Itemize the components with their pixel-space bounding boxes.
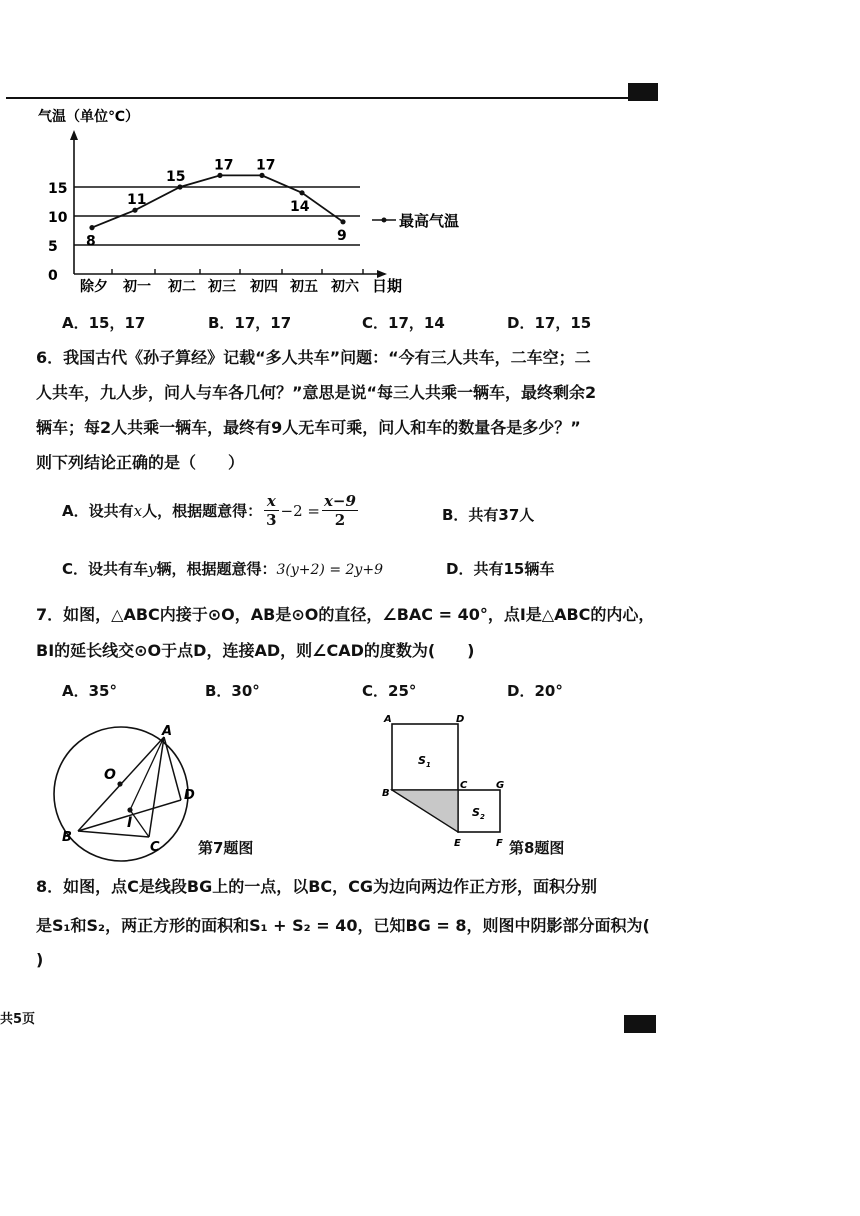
fraction-numerator: x [264,492,278,511]
fraction-denominator: 3 [266,511,277,529]
data-point [132,208,137,213]
q8-figure-caption: 第8题图 [509,839,565,857]
data-point [89,225,94,230]
label-e: E [454,838,461,849]
label-s2 [472,806,485,821]
fraction-denominator: 2 [334,511,346,529]
x-tick-label: 初一 [123,279,151,295]
header-rule [6,97,628,99]
fraction-numerator: x−9 [323,492,356,510]
data-label: 14 [290,198,310,215]
q6-option-c-var: y [148,560,157,578]
chart-y-axis-label: 气温（单位℃） [38,109,139,125]
label-o: O [104,767,116,783]
label-a: A [384,714,392,725]
q6-option-a-minus: −2 = [280,501,320,520]
q6-option-c-mid: 辆，根据题意得： [156,560,277,578]
label-b: B [382,788,390,799]
q7-line-2: BI的延长线交⊙O于点D，连接AD，则∠CAD的度数为( ) [36,641,475,660]
q8-figure [378,710,518,855]
label-s1-letter: S [418,754,426,767]
label-s1 [418,754,431,769]
q7-option-c[interactable]: C．25° [362,682,417,700]
q6-option-a-var: x [133,501,143,520]
label-d: D [184,788,195,803]
q5-option-c[interactable]: C．17，14 [362,314,445,332]
legend-label: 最高气温 [399,212,460,230]
q6-option-c-prefix: C．设共有车 [62,560,149,578]
q6-option-a[interactable] [62,492,360,529]
data-point [177,184,182,189]
data-point [259,173,264,178]
x-tick-label: 初二 [168,279,196,295]
q6-option-a-fraction-2 [322,492,358,529]
label-s1-sub: 1 [425,761,431,769]
label-s2-letter: S [472,806,480,819]
q6-option-c-equation: 3(y+2) = 2y+9 [276,562,383,578]
label-i: I [127,815,133,831]
label-d: D [456,714,465,725]
q6-option-a-fraction-1 [264,492,278,529]
q6-line-3: 辆车；每2人共乘一辆车，最终有9人无车可乘，问人和车的数量各是多少？” [36,418,581,437]
data-label: 9 [337,227,347,244]
label-a: A [162,724,173,739]
q8-line-2: 是S₁和S₂，两正方形的面积和S₁ + S₂ = 40，已知BG = 8，则图中阴影部分面积为( [36,916,650,935]
data-point [340,219,345,224]
x-tick-label: 除夕 [80,279,108,295]
temperature-chart [30,100,480,300]
q5-option-b[interactable]: B．17，17 [208,314,292,332]
q6-option-a-mid: 人，根据题意得： [142,502,263,520]
x-tick-label: 初六 [331,279,359,295]
page-corner-mark [628,83,658,101]
q6-option-a-prefix: A．设共有 [62,502,134,520]
chart-x-axis-label: 日期 [372,277,403,295]
q6-line-2: 人共车，九人步，问人与车各几何？”意思是说“每三人共乘一辆车，最终剩余2 [36,383,597,402]
data-point [217,173,222,178]
x-tick-label: 初三 [208,279,236,295]
segment-ad [164,737,181,800]
q6-line-1: 6．我国古代《孙子算经》记载“多人共车”问题：“今有三人共车，二车空；二 [36,348,591,367]
data-label: 15 [166,169,186,185]
legend-marker [382,218,387,223]
data-label: 17 [214,157,234,174]
q6-line-4: 则下列结论正确的是（ ） [36,453,245,472]
point-o [117,781,122,786]
q6-option-c[interactable] [62,558,383,579]
label-c: C [150,840,160,855]
x-tick-label: 初五 [290,279,318,295]
y-tick-label: 0 [48,268,58,284]
label-s2-sub: 2 [479,813,485,821]
q6-option-d[interactable]: D．共有15辆车 [446,560,555,578]
segment-ci [130,810,149,837]
data-label: 8 [86,233,96,250]
label-c: C [460,780,468,791]
q8-line-3: ) [36,950,44,969]
y-axis-arrow [70,130,78,140]
q7-option-d[interactable]: D．20° [507,682,563,700]
y-tick-label: 5 [48,239,58,255]
q7-option-b[interactable]: B．30° [205,682,260,700]
data-label: 17 [256,157,276,174]
q6-option-b[interactable]: B．共有37人 [442,506,535,524]
label-b: B [62,830,72,845]
circle-o [54,727,188,861]
q5-option-a[interactable]: A．15，17 [62,314,146,332]
data-point [299,190,304,195]
point-i [127,807,132,812]
data-label: 11 [127,192,147,209]
y-tick-label: 15 [48,181,68,197]
q7-option-a[interactable]: A．35° [62,682,117,700]
q5-option-d[interactable]: D．17，15 [507,314,592,332]
q7-line-1: 7．如图，△ABC内接于⊙O，AB是⊙O的直径，∠BAC = 40°，点I是△ABC的内心， [36,605,655,624]
label-f: F [496,838,503,849]
label-g: G [496,780,505,791]
q7-figure-caption: 第7题图 [198,839,254,857]
q8-line-1: 8．如图，点C是线段BG上的一点，以BC，CG为边向两边作正方形，面积分别 [36,877,598,896]
x-tick-label: 初四 [250,279,278,295]
page-corner-mark-bottom [624,1015,656,1033]
page-footer-text: 共5页 [0,1012,36,1027]
y-tick-label: 10 [48,210,68,226]
segment-bc [78,831,149,837]
